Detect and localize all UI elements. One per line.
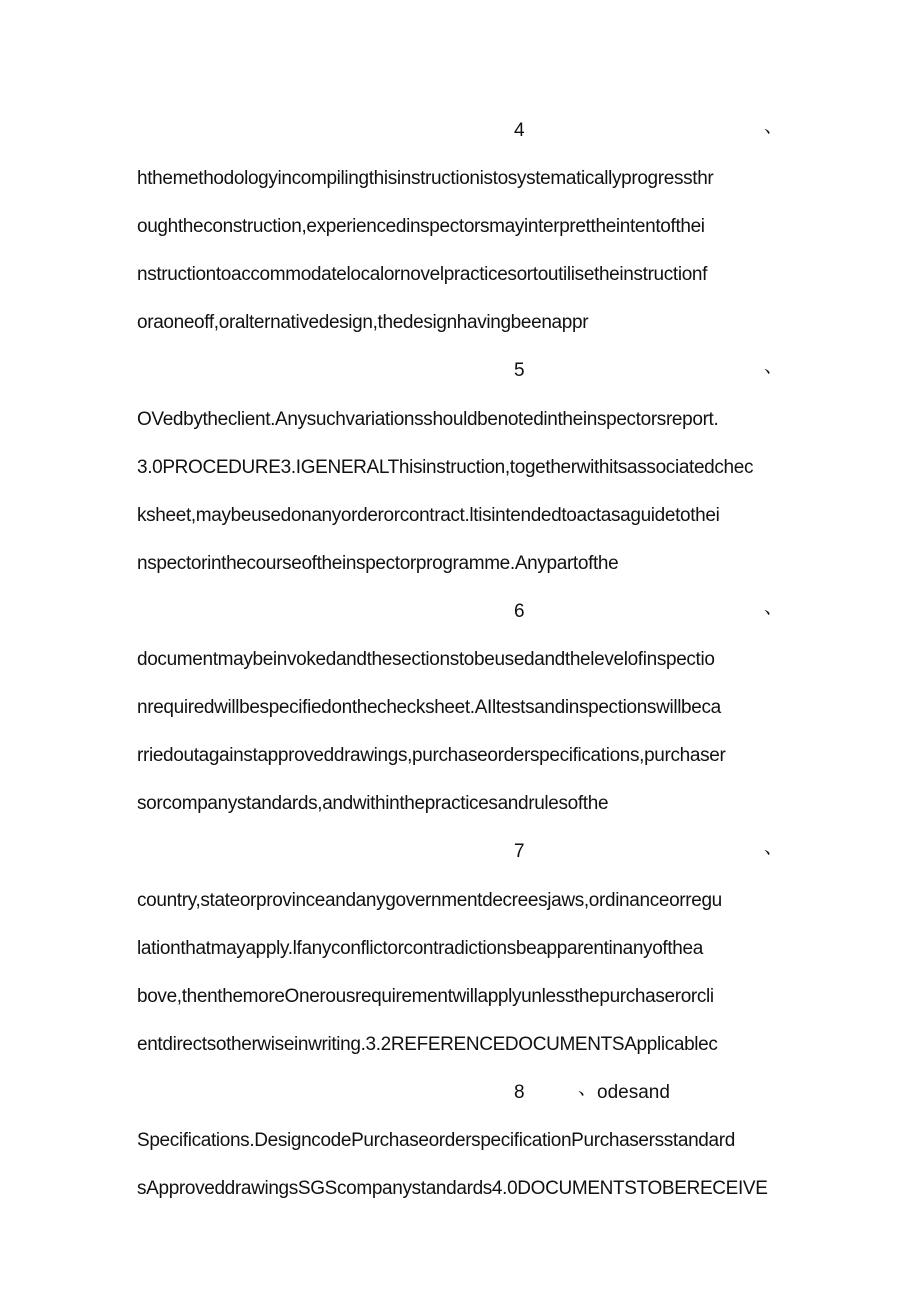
page-marker-7 bbox=[137, 828, 787, 876]
text-line: Specifications.DesigncodePurchaseorderspecificationPurchasersstandard bbox=[137, 1130, 735, 1151]
page-number: 7 bbox=[514, 841, 525, 862]
text-block-6 bbox=[137, 636, 787, 828]
text-line: nspectorinthecourseoftheinspectorprogramme.Anypartofthe bbox=[137, 553, 619, 574]
page-number: 4 bbox=[514, 120, 525, 141]
text-line: oraoneoff,oralternativedesign,thedesignhavingbeenappr bbox=[137, 312, 589, 333]
text-block-8 bbox=[137, 1117, 787, 1213]
separator-mark: 、 bbox=[764, 356, 784, 377]
page-number: 5 bbox=[514, 360, 525, 381]
text-line: bove,thenthemoreOnerousrequirementwillapplyunlessthepurchaserorcli bbox=[137, 986, 714, 1007]
text-line: entdirectsotherwiseinwriting.3.2REFERENCEDOCUMENTSApplicablec bbox=[137, 1034, 718, 1055]
separator-mark: 、 bbox=[764, 116, 784, 137]
text-block-7 bbox=[137, 877, 787, 1069]
separator-mark: 、 bbox=[764, 597, 784, 618]
separator-mark: 、 bbox=[764, 837, 784, 858]
text-line: sorcompanystandards,andwithinthepracticesandrulesofthe bbox=[137, 793, 609, 814]
page-number: 8 bbox=[514, 1082, 525, 1103]
text-line: oughtheconstruction,experiencedinspectorsmayinterprettheintentofthei bbox=[137, 216, 705, 237]
page-marker-4 bbox=[137, 107, 787, 155]
page-marker-8 bbox=[137, 1069, 787, 1117]
page-marker-5 bbox=[137, 347, 787, 395]
text-line: 3.0PROCEDURE3.IGENERALThisinstruction,togetherwithitsassociatedchec bbox=[137, 457, 754, 478]
text-line: OVedbytheclient.Anysuchvariationsshouldbenotedintheinspectorsreport. bbox=[137, 409, 719, 430]
text-line: sApproveddrawingsSGScompanystandards4.0DOCUMENTSTOBERECEIVE bbox=[137, 1178, 768, 1199]
text-line: nrequiredwillbespecifiedonthechecksheet.AIltestsandinspectionswillbeca bbox=[137, 697, 721, 718]
page-number: 6 bbox=[514, 601, 525, 622]
text-line: rriedoutagainstapproveddrawings,purchaseorderspecifications,purchaser bbox=[137, 745, 726, 766]
separator-mark: 、 bbox=[578, 1078, 598, 1099]
text-line: lationthatmayapply.lfanyconflictorcontradictionsbeapparentinanyofthea bbox=[137, 938, 703, 959]
page-marker-6 bbox=[137, 588, 787, 636]
text-line: nstructiontoaccommodatelocalornovelpracticesortoutilisetheinstructionf bbox=[137, 264, 708, 285]
text-line: ksheet,maybeusedonanyorderorcontract.ltisintendedtoactasaguidetothei bbox=[137, 505, 720, 526]
text-block-5 bbox=[137, 396, 787, 588]
marker-trailing-text: odesand bbox=[597, 1082, 670, 1103]
text-block-4 bbox=[137, 155, 787, 347]
text-line: country,stateorprovinceandanygovernmentdecreesjaws,ordinanceorregu bbox=[137, 890, 722, 911]
text-line: hthemethodologyincompilingthisinstructionistosystematicallyprogressthr bbox=[137, 168, 714, 189]
text-line: documentmaybeinvokedandthesectionstobeusedandthelevelofinspectio bbox=[137, 649, 715, 670]
